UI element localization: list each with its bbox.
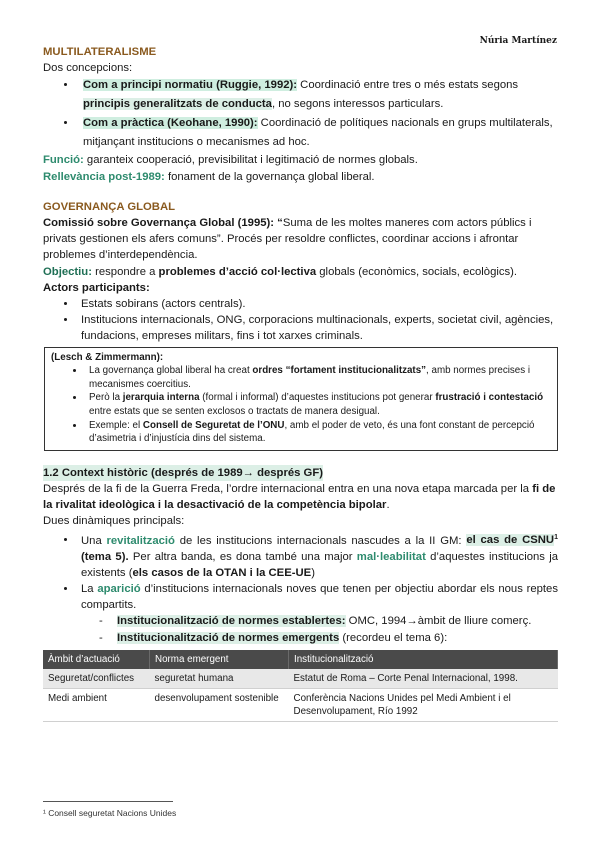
dinamiques-intro: Dues dinàmiques principals:	[43, 515, 185, 528]
rellevancia-line: Rellevància post-1989: fonament de la governança global liberal.	[43, 170, 375, 183]
list-item: • Exemple: el Consell de Seguretat de l’ONU, amb el poder de veto, és una font constant de percepció d’asimetria i d’injustícia dins del sistema.	[85, 419, 551, 446]
concepcions-list	[43, 76, 558, 152]
list-item: • La governança global liberal ha creat ordres “fortament institucionalitzats”, amb normes precises i mecanismes coercitius.	[85, 364, 551, 391]
author-name: Núria Martínez	[479, 36, 557, 46]
table-cell: Seguretat/conflictes	[43, 669, 150, 689]
table-row	[43, 669, 558, 689]
box-title: (Lesch & Zimmermann):	[51, 351, 164, 363]
dash-item: - Institucionalització de normes establertes: OMC, 1994→àmbit de lliure comerç.	[99, 615, 532, 628]
actors-label: Actors participants:	[43, 281, 150, 294]
dinamiques-list	[43, 530, 558, 614]
dash-item: - Institucionalització de normes emergents (recordeu el tema 6):	[99, 631, 448, 644]
comissio-paragraph: Comissió sobre Governança Global (1995): “Suma de les moltes maneres com actors públics i privats gestionen els afers comuns”. Procés per resoldre conflictes, coordinar accions i afrontar problemes d’interdependència.	[43, 217, 532, 262]
footnote-divider	[43, 801, 173, 802]
section-heading-multilateralisme: MULTILATERALISME	[43, 46, 157, 58]
actors-list	[43, 296, 558, 345]
table-cell: Estatut de Roma – Corte Penal Internacional, 1998.	[289, 669, 558, 689]
table-cell: Medi ambient	[43, 688, 150, 721]
table-header: Àmbit d’actuació	[43, 650, 150, 669]
list-item: • Una revitalització de les institucions internacionals nascudes a la II GM: el cas de CSNU$^1$ (tema 5). Per altra banda, es dona també una major mal·leabilitat d’aquestes institucions ja existents (els casos de la OTAN i la CEE-UE)	[77, 530, 558, 581]
institucionalitzacio-table	[43, 650, 558, 722]
footnote-ref[interactable]: 1	[554, 533, 558, 541]
list-item: • Com a principi normatiu (Ruggie, 1992): Coordinació entre tres o més estats segons principis generalitzats de conducta, no segons interessos particulars.	[77, 76, 558, 114]
table-header: Institucionalització	[289, 650, 558, 669]
table-header-row	[43, 650, 558, 669]
context-paragraph: Després de la fi de la Guerra Freda, l’ordre internacional entra en una nova etapa marcada per la fi de la rivalitat ideològica i la desactivació de la competència bipolar.	[43, 483, 556, 512]
box-list	[51, 364, 551, 446]
section-heading-governanca: GOVERNANÇA GLOBAL	[43, 200, 176, 213]
footnote: ¹ Consell seguretat Nacions Unides	[43, 808, 177, 818]
funcio-line: Funció: garanteix cooperació, previsibilitat i legitimació de normes globals.	[43, 154, 418, 167]
table-cell: seguretat humana	[150, 669, 289, 689]
objectiu-line: Objectiu: respondre a problemes d’acció col·lectiva globals (econòmics, socials, ecològics).	[43, 265, 518, 278]
intro-text: Dos concepcions:	[43, 62, 133, 75]
list-item: • Estats sobirans (actors centrals).	[77, 296, 558, 312]
list-item: • Com a pràctica (Keohane, 1990): Coordinació de polítiques nacionals en grups multilaterals, mitjançant institucions o mecanismes ad hoc.	[77, 114, 558, 152]
list-item: • La aparició d’institucions internacionals noves que tenen per objectiu abordar els nous reptes compartits.	[77, 581, 558, 613]
list-item: • Però la jerarquia interna (formal i informal) d’aquestes institucions pot generar frustració i contestació entre estats que se senten exclosos o tractats de manera desigual.	[85, 391, 551, 418]
table-cell: Conferència Nacions Unides pel Medi Ambient i el Desenvolupament, Río 1992	[289, 688, 558, 721]
table-cell: desenvolupament sostenible	[150, 688, 289, 721]
table-row	[43, 688, 558, 721]
section-heading-context: 1.2 Context històric (després de 1989→ després GF)	[43, 465, 558, 481]
sub-dash-list	[99, 613, 558, 645]
table-header: Norma emergent	[150, 650, 289, 669]
page-content	[43, 44, 558, 722]
lesch-zimmermann-box	[44, 347, 558, 451]
list-item: • Institucions internacionals, ONG, corporacions multinacionals, experts, societat civil, agències, fundacions, empreses militars, fins i tot xarxes criminals.	[77, 312, 558, 344]
